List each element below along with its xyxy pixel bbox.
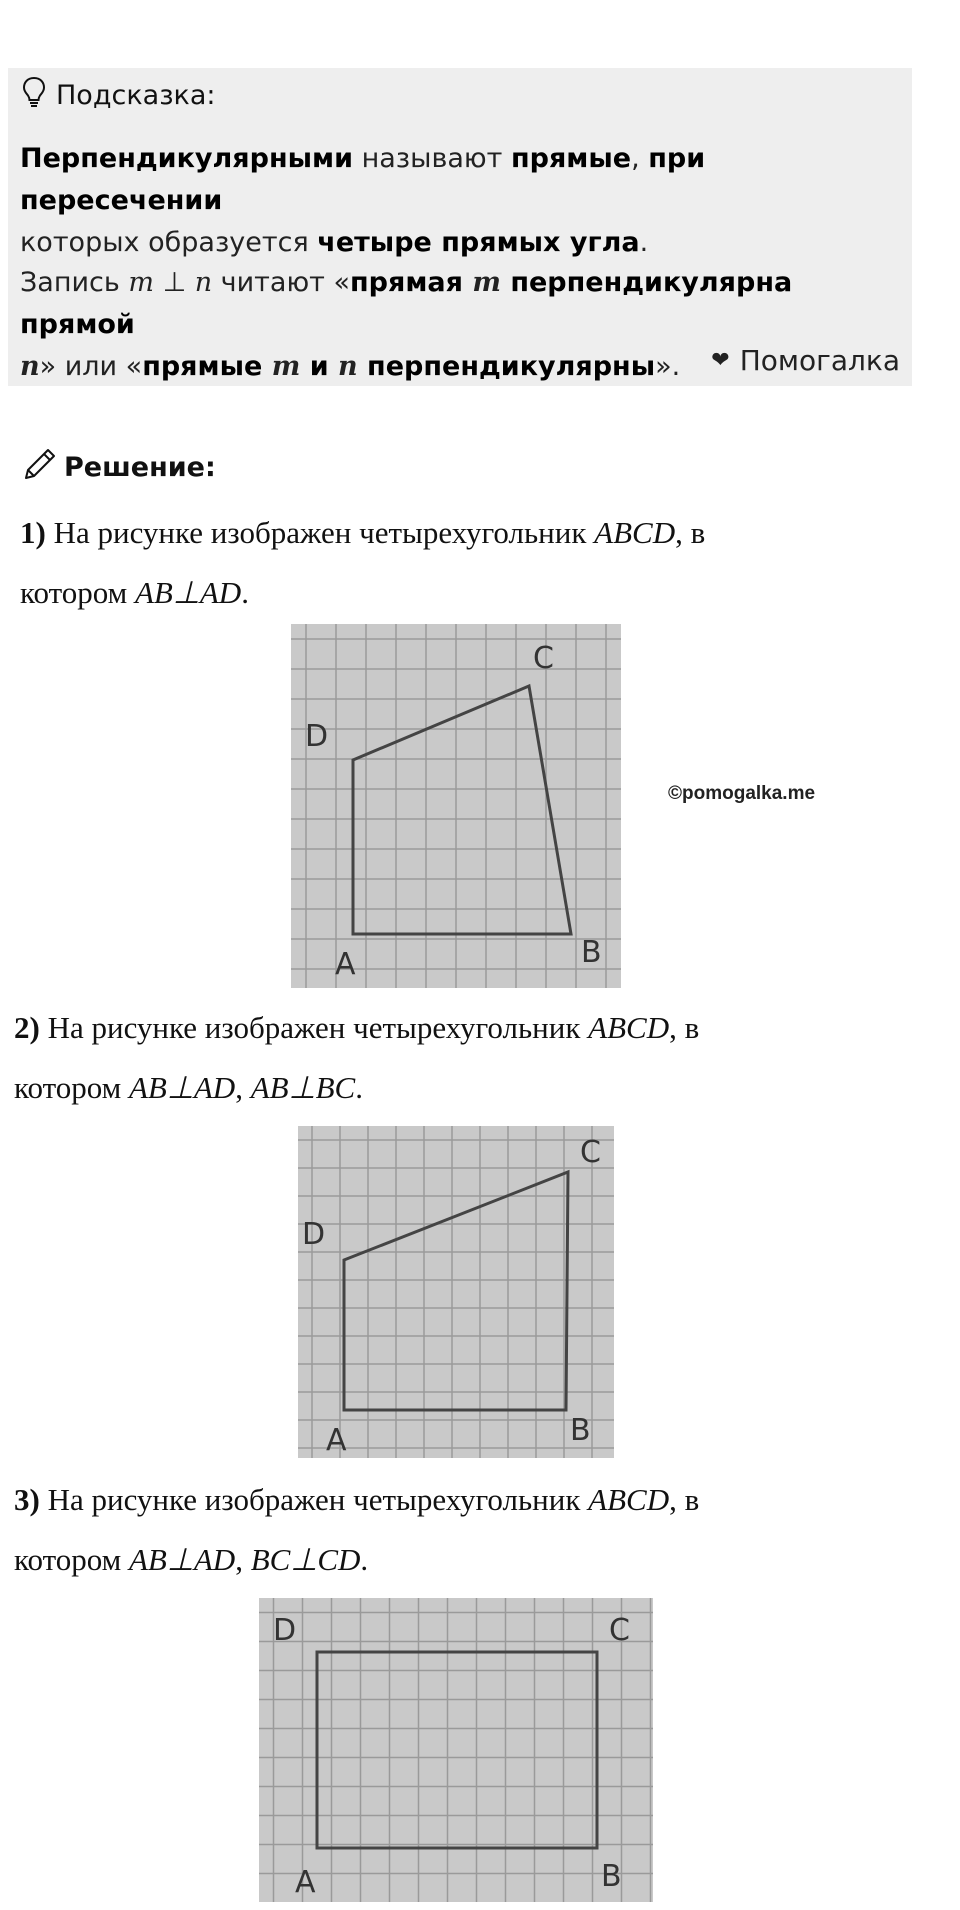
- hint-title: Подсказка:: [56, 80, 216, 111]
- task-3-text: 3) На рисунке изображен четырехугольник ABCD, в котором AB⊥AD, BC⊥CD.: [14, 1482, 700, 1577]
- vertex-d-label: D: [273, 1613, 297, 1648]
- figure-3: [259, 1598, 653, 1902]
- task-2-text: 2) На рисунке изображен четырехугольник ABCD, в котором AB⊥AD, AB⊥BC.: [14, 1010, 700, 1105]
- hint-footer: [711, 344, 900, 377]
- pencil-icon: [22, 446, 64, 489]
- vertex-c-label: C: [609, 1613, 630, 1648]
- heart-icon: ❤: [711, 348, 730, 373]
- lightbulb-icon: [22, 76, 56, 115]
- vertex-c-label: C: [533, 641, 554, 676]
- watermark: ©pomogalka.me: [668, 783, 816, 804]
- vertex-b-label: B: [570, 1413, 591, 1448]
- vertex-d-label: D: [305, 719, 329, 754]
- vertex-b-label: B: [601, 1859, 622, 1894]
- hint-box: [8, 68, 912, 386]
- figure-1: [291, 624, 621, 988]
- figure-1-svg: [291, 624, 621, 988]
- figure-2-svg: [298, 1126, 614, 1458]
- figure-2: [298, 1126, 614, 1458]
- solution-title: Решение:: [64, 452, 216, 483]
- vertex-d-label: D: [302, 1217, 326, 1252]
- vertex-b-label: B: [581, 935, 602, 970]
- task-1-text: 1) На рисунке изображен четырехугольник ABCD, в котором AB⊥AD.: [20, 515, 706, 610]
- hint-header: [22, 76, 216, 115]
- vertex-a-label: A: [326, 1423, 347, 1458]
- vertex-a-label: A: [335, 947, 356, 982]
- hint-footer-label: Помогалка: [739, 344, 900, 377]
- vertex-a-label: A: [295, 1865, 316, 1900]
- hint-notation: Запись m ⊥ n читают «прямая m перпендикулярна прямой n» или «прямые m и n перпендикулярны».: [20, 267, 793, 382]
- hint-definition: Перпендикулярными называют прямые, при пересечении которых образуется четыре прямых угла.: [20, 143, 706, 258]
- solution-header: [22, 446, 216, 489]
- vertex-c-label: C: [580, 1135, 601, 1170]
- figure-3-svg: [259, 1598, 653, 1902]
